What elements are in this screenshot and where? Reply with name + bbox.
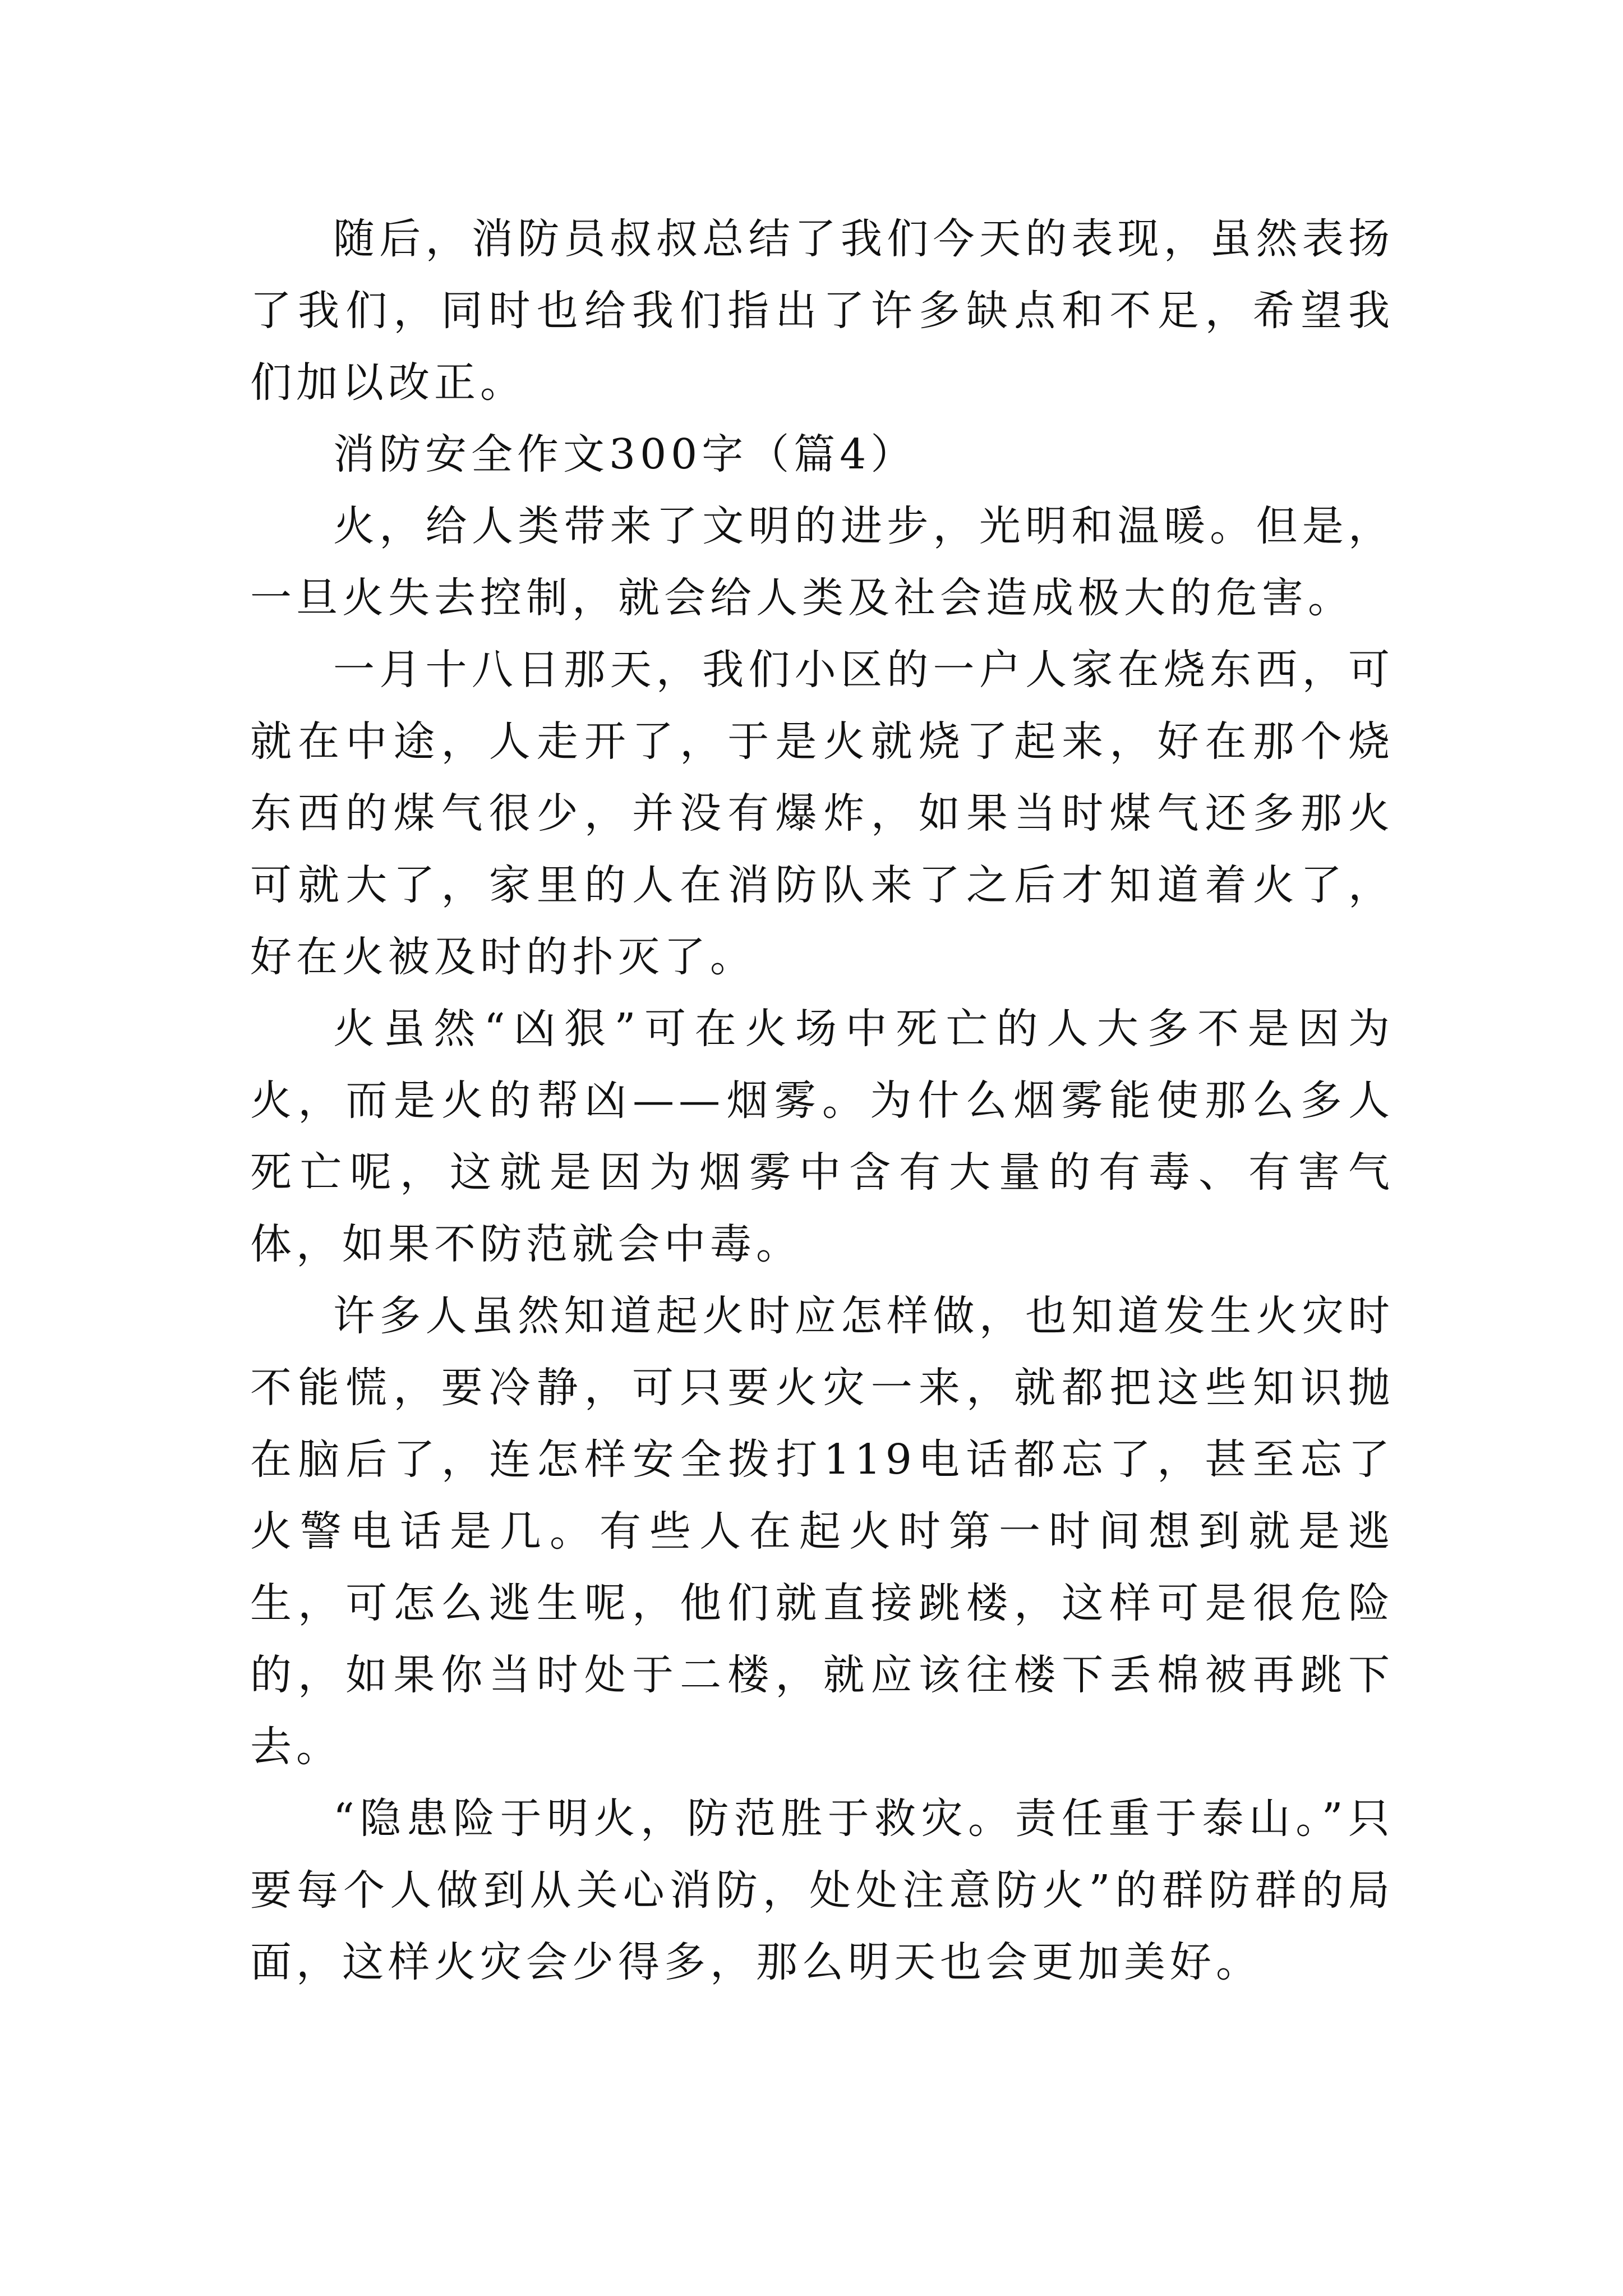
essay-heading: 消防安全作文300字（篇4） <box>333 430 917 478</box>
paragraph-conclusion: “隐患险于明火，防范胜于救灾。责任重于泰山。”只要每个人做到从关心消防，处处注意防火”的群防群的局面，这样火灾会少得多，那么明天也会更加美好。 <box>250 1795 1394 1986</box>
paragraph-summary: 随后，消防员叔叔总结了我们今天的表现，虽然表扬了我们，同时也给我们指出了许多缺点和不足，希望我们加以改正。 <box>250 215 1394 407</box>
document-body <box>250 203 1394 1998</box>
paragraph-intro: 火，给人类带来了文明的进步，光明和温暖。但是，一旦火失去控制，就会给人类及社会造成极大的危害。 <box>250 502 1394 622</box>
paragraph-incident: 一月十八日那天，我们小区的一户人家在烧东西，可就在中途，人走开了，于是火就烧了起来，好在那个烧东西的煤气很少，并没有爆炸，如果当时煤气还多那火可就大了，家里的人在消防队来了之后才知道着火了，好在火被及时的扑灭了。 <box>250 646 1394 981</box>
paragraph-smoke: 火虽然“凶狠”可在火场中死亡的人大多不是因为火，而是火的帮凶——烟雾。为什么烟雾能使那么多人死亡呢，这就是因为烟雾中含有大量的有毒、有害气体，如果不防范就会中毒。 <box>250 1005 1394 1268</box>
paragraph-escape: 许多人虽然知道起火时应怎样做，也知道发生火灾时不能慌，要冷静，可只要火灾一来，就都把这些知识抛在脑后了，连怎样安全拨打119电话都忘了，甚至忘了火警电话是几。有些人在起火时第一时间想到就是逃生，可怎么逃生呢，他们就直接跳楼，这样可是很危险的，如果你当时处于二楼，就应该往楼下丢棉被再跳下去。 <box>250 1292 1394 1771</box>
